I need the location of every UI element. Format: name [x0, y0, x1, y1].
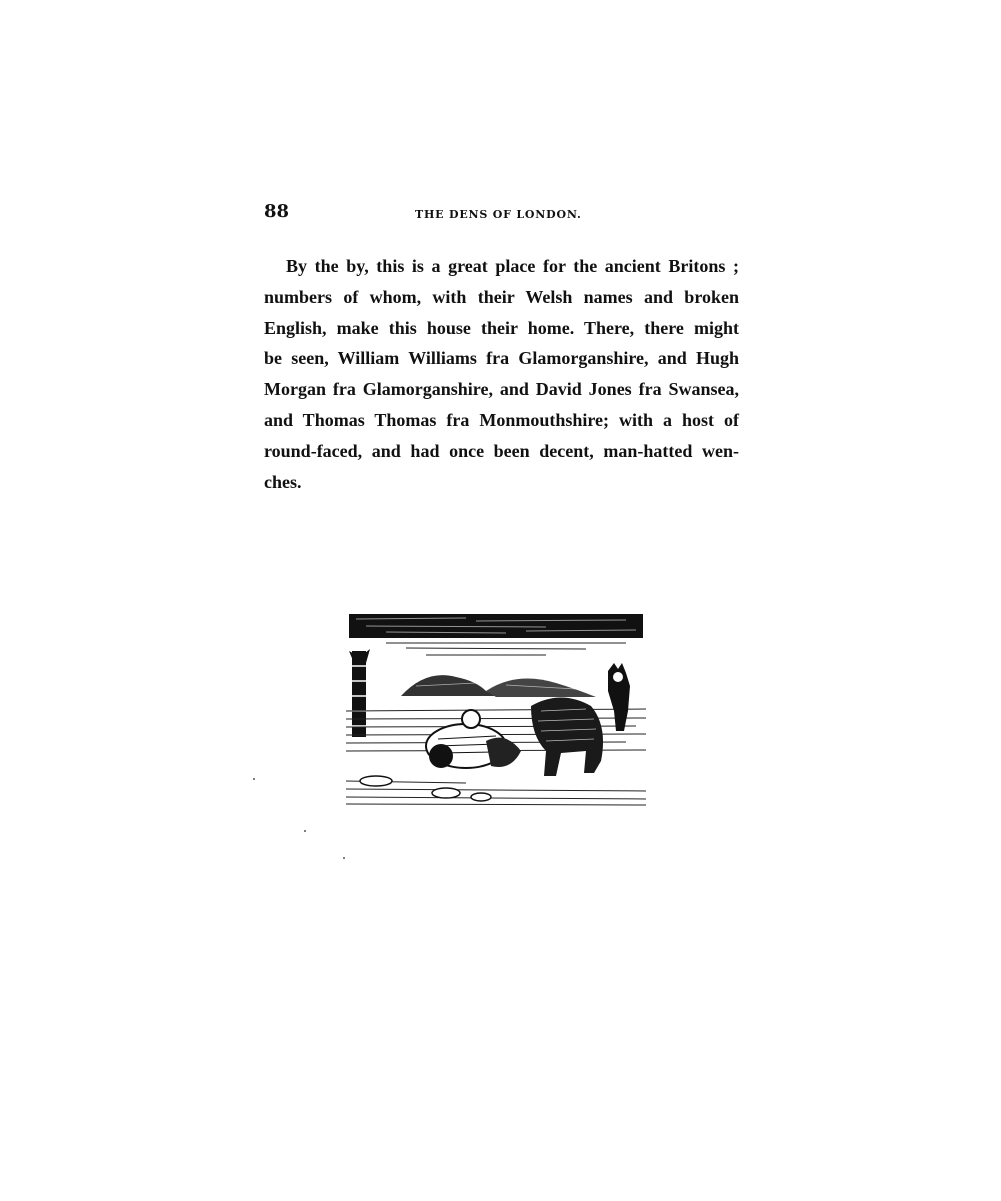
body-paragraph [264, 251, 739, 497]
woodcut-engraving-icon [346, 611, 646, 808]
running-header: THE DENS OF LONDON. [415, 208, 582, 221]
text-line: and Thomas Thomas fra Monmouthshire; with a host of [264, 409, 739, 430]
stray-mark [253, 778, 255, 780]
stray-mark [304, 830, 306, 832]
stray-mark [343, 857, 345, 859]
text-line: be seen, William Williams fra Glamorganshire, and Hugh [264, 348, 739, 369]
text-line: By the by, this is a great place for the ancient Britons ; [286, 256, 739, 276]
text-line: Morgan fra Glamorganshire, and David Jones fra Swansea, [264, 379, 739, 400]
text-line: round-faced, and had once been decent, man-hatted wen- [264, 440, 739, 461]
text-line: numbers of whom, with their Welsh names and broken [264, 286, 739, 307]
text-line: ches. [264, 471, 302, 492]
page-number: 88 [264, 201, 290, 222]
text-line: English, make this house their home. There, there might [264, 317, 739, 338]
woodcut-illustration [346, 611, 646, 808]
